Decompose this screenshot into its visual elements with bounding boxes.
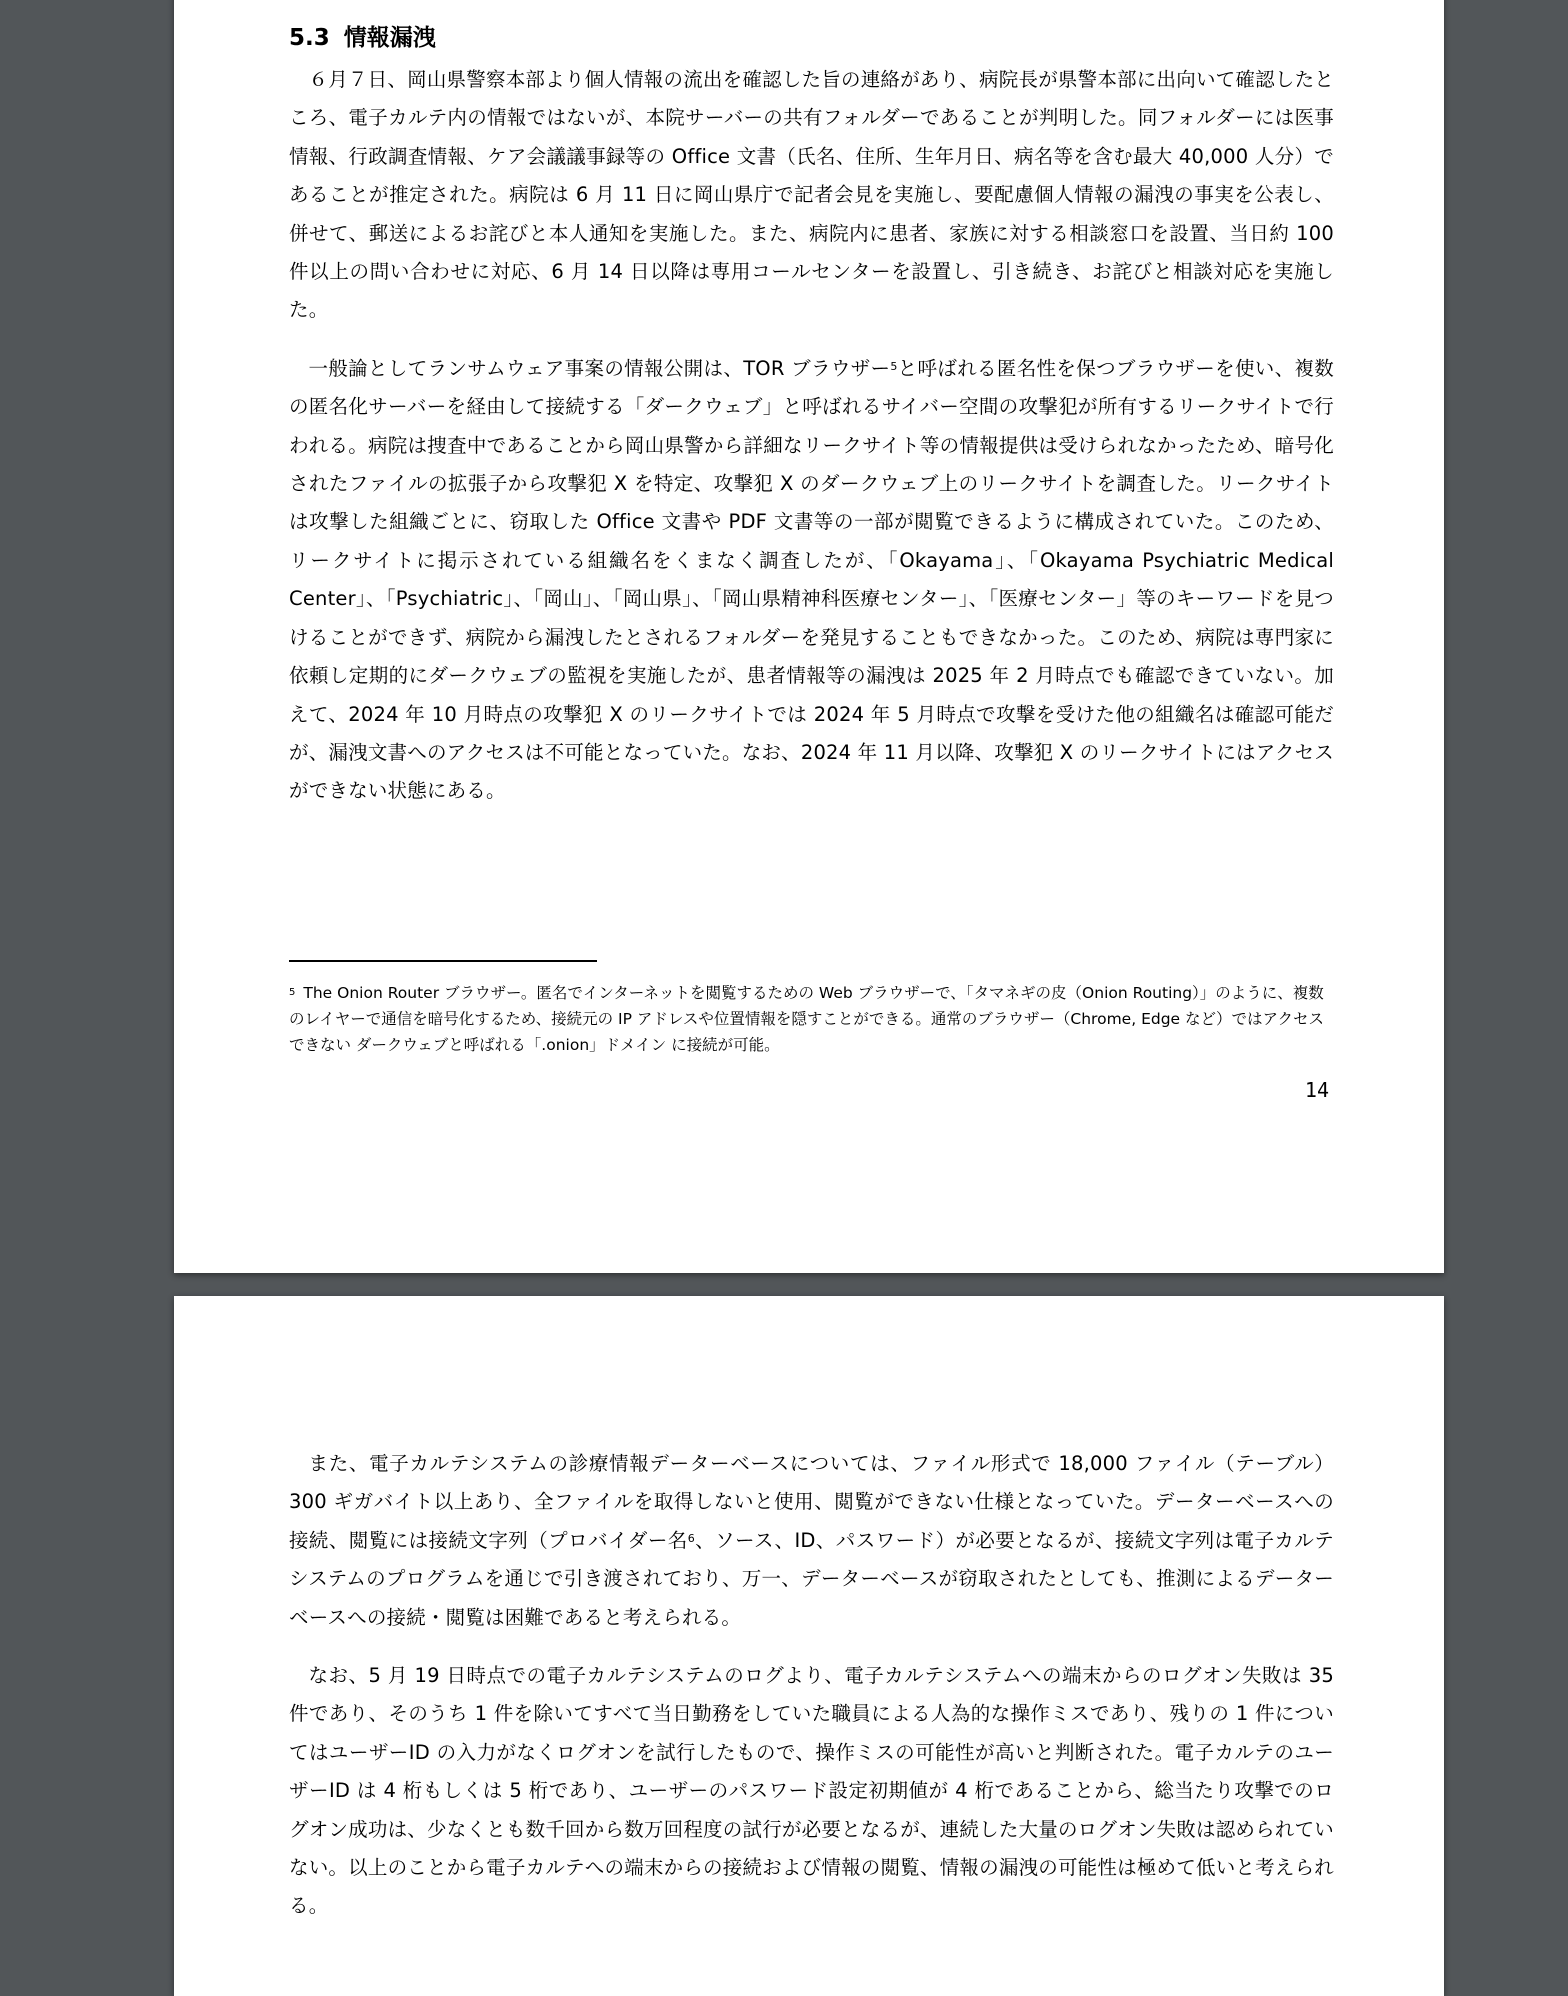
document-page-14: [174, 0, 1444, 1273]
paragraph-incident-report: ６月７日、岡山県警察本部より個人情報の流出を確認した旨の連絡があり、病院長が県警本部に出向いて確認したところ、電子カルテ内の情報ではないが、本院サーバーの共有フォルダーであることが判明した。同フォルダーには医事情報、行政調査情報、ケア会議議事録等の Office 文書（氏名、住所、生年月日、病名等を含む最大 40,000 人分）であることが推定された。病院は 6 月 11 日に岡山県庁で記者会見を実施し、要配慮個人情報の漏洩の事実を公表し、併せて、郵送によるお詫びと本人通知を実施した。また、病院内に患者、家族に対する相談窓口を設置、当日約 100 件以上の問い合わせに対応、6 月 14 日以降は専用コールセンターを設置し、引き続き、お詫びと相談対応を実施した。: [289, 68, 1334, 322]
footnote: [289, 980, 1334, 1058]
paragraph-text: また、電子カルテシステムの診療情報データーベースについては、ファイル形式で 18,000 ファイル（テーブル）300 ギガバイト以上あり、全ファイルを取得しないと使用、閲覧ができない仕様となっていた。データーベースへの接続、閲覧には接続文字列（プロバイダー名: [289, 1452, 1334, 1552]
paragraph-text: 、ソース、ID、パスワード）が必要となるが、接続文字列は電子カルテシステムのプログラムを通じで引き渡されており、万一、データーベースが窃取されたとしても、推測によるデーターベースへの接続・閲覧は困難であると考えられる。: [289, 1528, 1334, 1629]
section-title: 情報漏洩: [343, 25, 436, 51]
paragraph-logon-analysis: なお、5 月 19 日時点での電子カルテシステムのログより、電子カルテシステムへの端末からのログオン失敗は 35 件であり、そのうち 1 件を除いてすべて当日勤務をしていた職員による人為的な操作ミスであり、残りの 1 件についてはユーザーID の入力がなくログオンを試行したもので、操作ミスの可能性が高いと判断された。電子カルテのユーザーID は 4 桁もしくは 5 桁であり、ユーザーのパスワード設定初期値が 4 桁であることから、総当たり攻撃でのログオン成功は、少なくとも数千回から数万回程度の試行が必要となるが、連続した大量のログオン失敗は認められていない。以上のことから電子カルテへの端末からの接続および情報の閲覧、情報の漏洩の可能性は極めて低いと考えられる。: [289, 1664, 1334, 1918]
section-number: 5.3: [289, 25, 330, 51]
paragraph-text: と呼ばれる匿名性を保つブラウザーを使い、複数の匿名化サーバーを経由して接続する「ダークウェブ」と呼ばれるサイバー空間の攻撃犯が所有するリークサイトで行われる。病院は捜査中であることから岡山県警から詳細なリークサイト等の情報提供は受けられなかったため、暗号化されたファイルの拡張子から攻撃犯 X を特定、攻撃犯 X のダークウェブ上のリークサイトを調査した。リークサイトは攻撃した組織ごとに、窃取した Office 文書や PDF 文書等の一部が閲覧できるように構成されていた。このため、リークサイトに掲示されている組織名をくまなく調査したが、「Okayama」、「Okayama Psychiatric Medical Center」、「Psychiatric」、「岡山」、「岡山県」、「岡山県精神科医療センター」、「医療センター」等のキーワードを見つけることができず、病院から漏洩したとされるフォルダーを発見することもできなかった。このため、病院は専門家に依頼し定期的にダークウェブの監視を実施したが、患者情報等の漏洩は 2025 年 2 月時点でも確認できていない。加えて、2024 年 10 月時点の攻撃犯 X のリークサイトでは 2024 年 5 月時点で攻撃を受けた他の組織名は確認可能だが、漏洩文書へのアクセスは不可能となっていた。なお、2024 年 11 月以降、攻撃犯 X のリークサイトにはアクセスができない状態にある。: [289, 356, 1334, 803]
page-number: 14: [1304, 1078, 1329, 1102]
footnote-mark: 5: [289, 987, 296, 998]
section-heading: [289, 18, 1334, 58]
document-page-15: [174, 1296, 1444, 1996]
footnote-text: The Onion Router ブラウザー。匿名でインターネットを閲覧するための Web ブラウザーで、「タマネギの皮（Onion Routing）」のように、複数のレイヤーで通信を暗号化するため、接続元の IP アドレスや位置情報を隠すことができる。通常のブラウザー（Chrome, Edge など）ではアクセスできない ダークウェブと呼ばれる「.onion」ドメイン に接続が可能。: [289, 984, 1325, 1054]
footnote-reference[interactable]: 5: [890, 359, 898, 373]
paragraph-text: 一般論としてランサムウェア事案の情報公開は、TOR ブラウザー: [308, 356, 891, 380]
footnote-divider: [289, 960, 597, 962]
page-15-body: [289, 1445, 1334, 1926]
footnote-reference[interactable]: 6: [687, 1531, 695, 1545]
paragraph-dark-web-investigation: [289, 350, 1334, 811]
page-14-body: [289, 18, 1334, 811]
paragraph-database-security: [289, 1445, 1334, 1637]
